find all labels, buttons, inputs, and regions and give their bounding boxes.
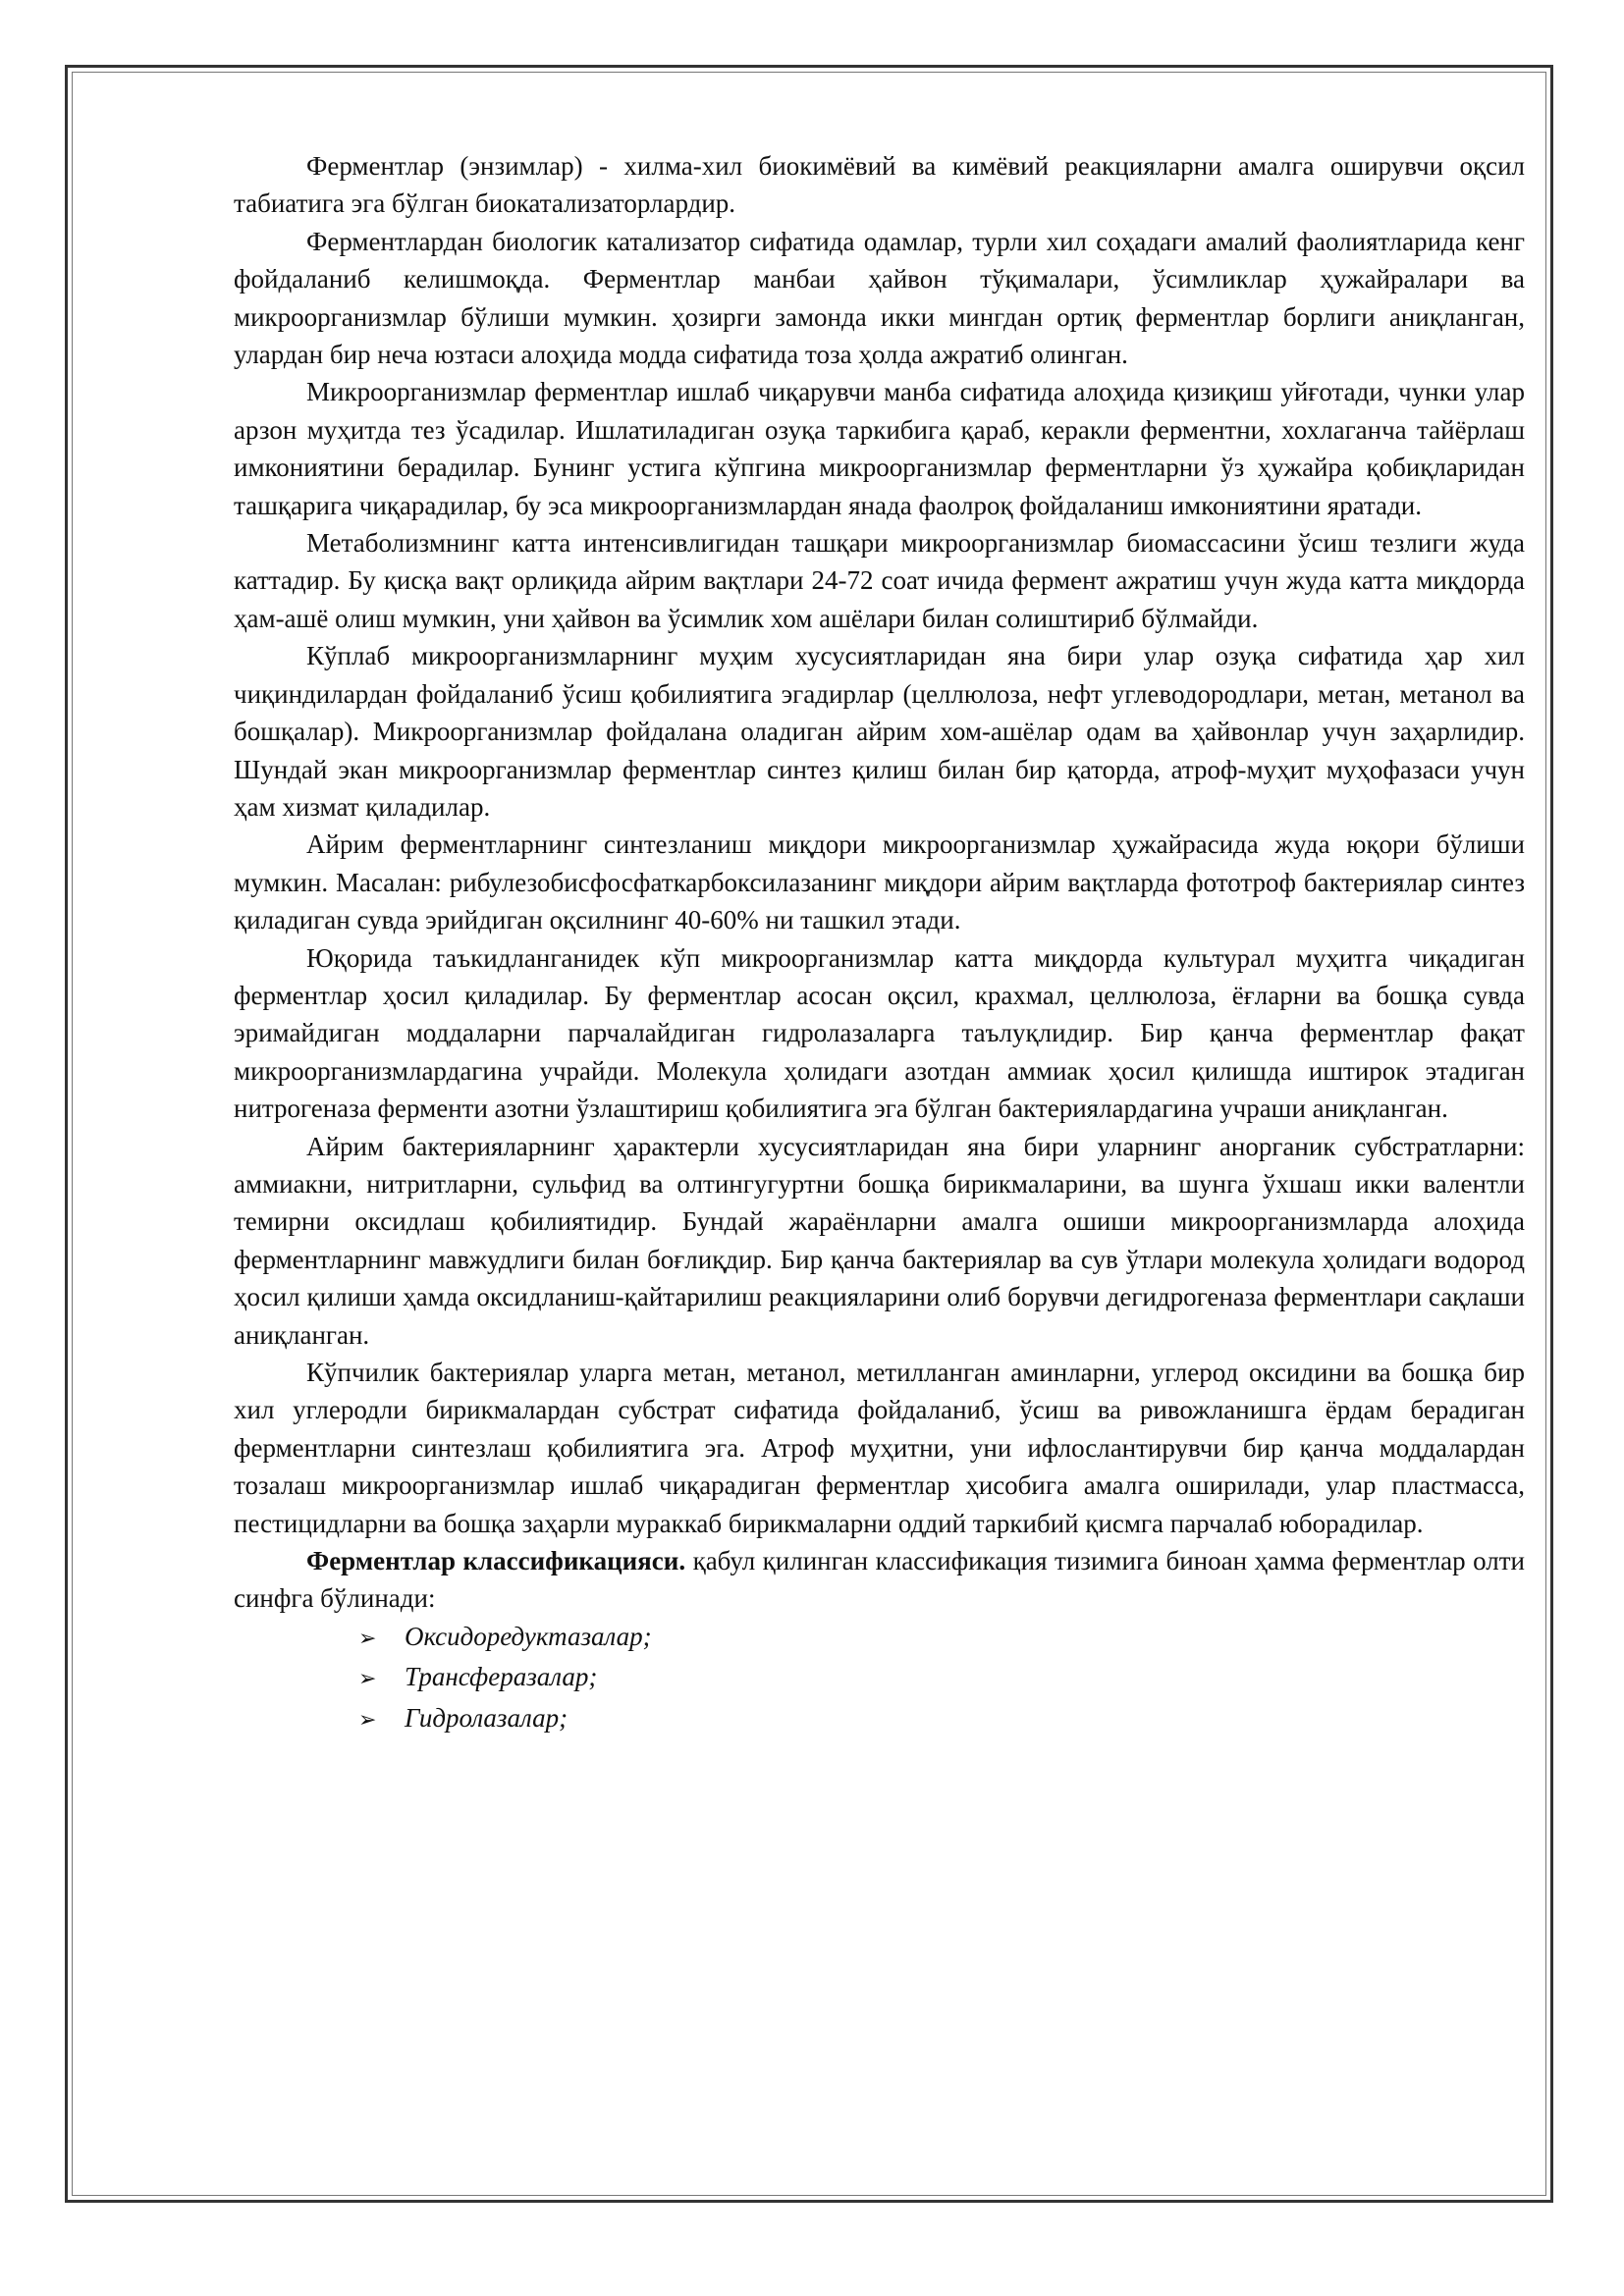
document-body [234,147,1525,1739]
paragraph-definition: Ферментлар (энзимлар) - хилма-хил биокимёвий ва кимёвий реакцияларни амалга оширувчи оқсил табиатига эга бўлган биокатализаторлардир. [234,151,1525,219]
paragraph-microorganisms-producers: Микроорганизмлар ферментлар ишлаб чиқарувчи манба сифатида алоҳида қизиқиш уйғотади, чунки улар арзон муҳитда тез ўсадилар. Ишлатиладиган озуқа таркибига қараб, керакли ферментни, хохлаганча тайёрлаш имкониятини берадилар. Бунинг устига кўпгина микроорганизмлар ферментларни ўз ҳужайра қобиқларидан ташқарига чиқарадилар, бу эса микроорганизмлардан янада фаолроқ фойдаланиш имкониятини яратади. [234,377,1525,520]
class-name: Трансферазалар; [405,1662,598,1692]
list-item [358,1658,1525,1698]
list-item [358,1618,1525,1658]
arrow-bullet-icon: ➢ [358,1707,377,1733]
paragraph-sources: Ферментлардан биологик катализатор сифатида одамлар, турли хил соҳадаги амалий фаолиятларида кенг фойдаланиб келишмоқда. Ферментлар манбаи ҳайвон тўқималари, ўсимликлар ҳужайралари ва микроорганизмлар бўлиши мумкин. ҳозирги замонда икки мингдан ортиқ ферментлар борлиги аниқланган, улардан бир неча юзтаси алоҳида модда сифатида тоза ҳолда ажратиб олинган. [234,226,1525,370]
class-name: Оксидоредуктазалар; [405,1621,652,1651]
list-item [358,1699,1525,1739]
arrow-bullet-icon: ➢ [358,1626,377,1651]
paragraph-classification [234,1542,1525,1618]
paragraph-environment: Кўпчилик бактериялар уларга метан, метанол, метилланган аминларни, углерод оксидини ва бошқа бир хил углеродли бирикмалардан субстрат сифатида фойдаланиб, ўсиш ва ривожланишга ёрдам берадиган ферментларни синтезлаш қобилиятига эга. Атроф муҳитни, уни ифлослантирувчи бир қанча моддалардан тозалаш микроорганизмлар ишлаб чиқарадиган ферментлар ҳисобига амалга оширилади, улар пластмасса, пестицидларни ва бошқа заҳарли мураккаб бирикмаларни оддий таркибий қисмга парчалаб юборадилар. [234,1358,1525,1538]
paragraph-inorganic-substrates: Айрим бактерияларнинг ҳарактерли хусусиятларидан яна бири уларнинг анорганик субстратларни: аммиакни, нитритларни, сульфид ва олтингугуртни бошқа бирикмаларини, ва шунга ўхшаш икки валентли темирни оксидлаш қобилиятидир. Бундай жараёнларни амалга ошиши микроорганизмларда алоҳида ферментларнинг мавжудлиги билан боғлиқдир. Бир қанча бактериялар ва сув ўтлари молекула ҳолидаги водород ҳосил қилиши ҳамда оксидланиш-қайтарилиш реакцияларини олиб борувчи дегидрогеназа ферментлари сақлаши аниқланган. [234,1131,1525,1350]
paragraph-waste-utilization: Кўплаб микроорганизмларнинг муҳим хусусиятларидан яна бири улар озуқа сифатида ҳар хил чиқиндилардан фойдаланиб ўсиш қобилиятига эгадирлар (целлюлоза, нефт углеводородлари, метан, метанол ва бошқалар). Микроорганизмлар фойдалана оладиган айрим хом-ашёлар одам ва ҳайвонлар учун заҳарлидир. Шундай экан микроорганизмлар ферментлар синтез қилиш билан бир қаторда, атроф-муҳит муҳофазаси учун ҳам хизмат қиладилар. [234,641,1525,822]
class-name: Гидролазалар; [405,1702,568,1733]
classification-heading: Ферментлар классификацияси. [306,1546,686,1576]
paragraph-hydrolases: Юқорида таъкидланганидек кўп микроорганизмлар катта миқдорда культурал муҳитга чиқадиган ферментлар ҳосил қиладилар. Бу ферментлар асосан оқсил, крахмал, целлюлоза, ёғларни ва бошқа сувда эримайдиган моддаларни парчалайдиган гидролазаларга таълуқлидир. Бир қанча ферментлар фақат микроорганизмлардагина учрайди. Молекула ҳолидаги азотдан аммиак ҳосил қилишда иштирок этадиган нитрогеназа ферменти азотни ўзлаштириш қобилиятига эга бўлган бактериялардагина учраши аниқланган. [234,942,1525,1124]
classification-text: қабул қилинган классификация тизимига биноан ҳамма ферментлар олти синфга бўлинади: [234,1546,1526,1614]
enzyme-classes-list [234,1618,1525,1739]
paragraph-synthesis-amount: Айрим ферментларнинг синтезланиш миқдори микроорганизмлар ҳужайрасида жуда юқори бўлиши мумкин. Масалан: рибулезобисфосфаткарбоксилазанинг миқдори айрим вақтларда фототроф бактериялар синтез қиладиган сувда эрийдиган оқсилнинг 40-60% ни ташкил этади. [234,829,1525,935]
paragraph-metabolism: Метаболизмнинг катта интенсивлигидан ташқари микроорганизмлар биомассасини ўсиш тезлиги жуда каттадир. Бу қисқа вақт орлиқида айрим вақтлари 24-72 соат ичида фермент ажратиш учун жуда катта миқдорда ҳам-ашё олиш мумкин, уни ҳайвон ва ўсимлик хом ашёлари билан солиштириб бўлмайди. [234,528,1525,633]
arrow-bullet-icon: ➢ [358,1667,377,1692]
